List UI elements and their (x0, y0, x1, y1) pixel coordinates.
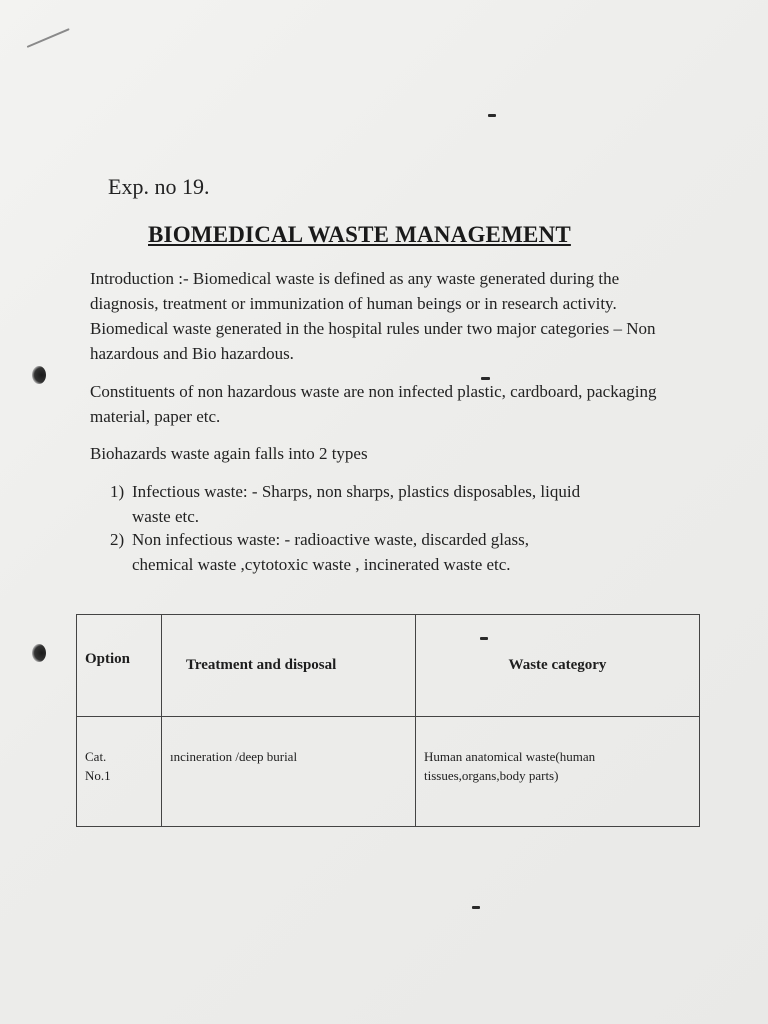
punch-hole (32, 644, 46, 662)
introduction-paragraph: Introduction :- Biomedical waste is defined as any waste generated during the diagnosis, treatment or immunization of human beings or in research activity. Biomedical waste generated in the hospital rules under two major categories – Non hazardous and Bio hazardous. (90, 269, 656, 363)
list-item (110, 527, 690, 577)
stray-mark (488, 114, 496, 117)
column-header-treatment: Treatment and disposal (162, 615, 416, 717)
column-header-category: Waste category (416, 615, 700, 717)
option-line2: No.1 (85, 768, 111, 783)
list-item-text: Non infectious waste: - radioactive waste, discarded glass, (132, 530, 530, 549)
option-line1: Cat. (85, 749, 107, 764)
table-row (77, 717, 700, 827)
cell-option (77, 717, 162, 827)
column-header-option: Option (77, 615, 162, 717)
constituents-paragraph: Constituents of non hazardous waste are non infected plastic, cardboard, packaging material, paper etc. (90, 382, 657, 426)
table-header-row (77, 615, 700, 717)
pen-mark (27, 28, 70, 48)
punch-hole (32, 366, 46, 384)
list-item-continuation: waste etc. (132, 507, 200, 526)
page-title: BIOMEDICAL WASTE MANAGEMENT (148, 222, 571, 247)
list-item-number: 2) (110, 530, 125, 549)
cell-treatment: ıncineration /deep burial (162, 717, 416, 827)
experiment-number: Exp. no 19. (108, 174, 210, 199)
stray-mark (472, 906, 480, 909)
waste-table (76, 614, 700, 827)
list-item (110, 479, 690, 529)
list-item-continuation: chemical waste ,cytotoxic waste , incinerated waste etc. (132, 555, 511, 574)
list-item-text: Infectious waste: - Sharps, non sharps, plastics disposables, liquid (132, 482, 581, 501)
biohazard-types-intro: Biohazards waste again falls into 2 types (90, 444, 368, 463)
list-item-number: 1) (110, 482, 125, 501)
cell-category: Human anatomical waste(human tissues,organs,body parts) (416, 717, 700, 827)
